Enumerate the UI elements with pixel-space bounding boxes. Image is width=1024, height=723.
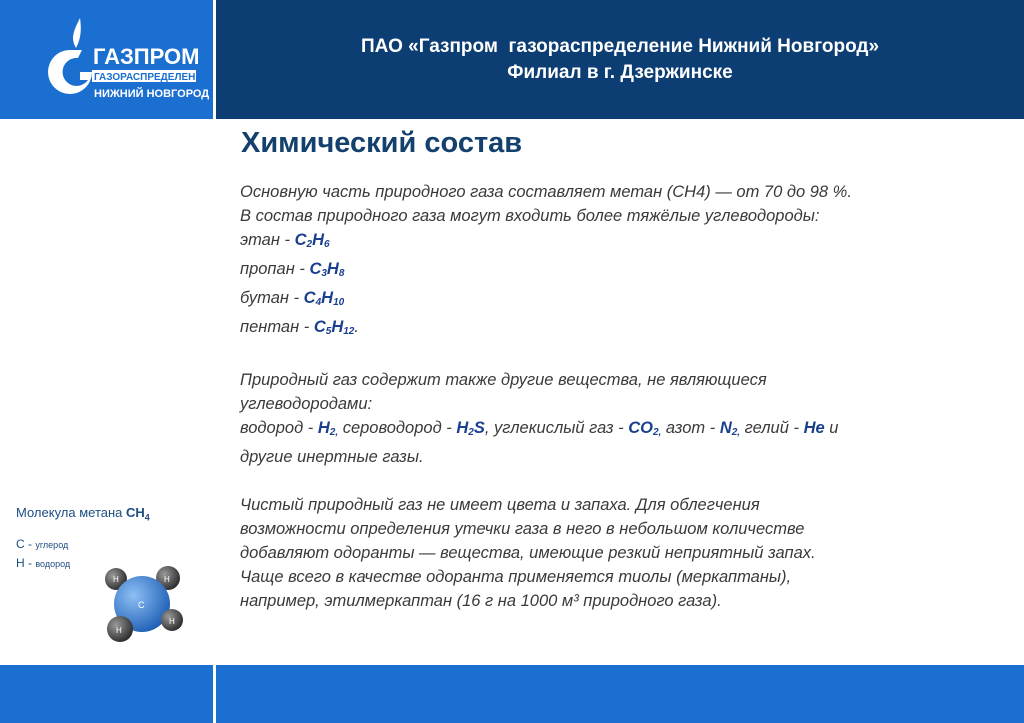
gases-list: водород - $H_{2,}$ сероводород - $H_2S$, углекислый газ - $CO_{2,}$ азот - $N_{2,}$ гелий - He и xyxy=(240,419,839,438)
header-line-2: Филиал в г. Дзержинске xyxy=(507,61,733,83)
hydrocarbon-propane: пропан - $C_3H_8$ xyxy=(240,260,345,279)
paragraph-heavy-hydrocarbons: В состав природного газа могут входить более тяжёлые углеводороды: xyxy=(240,207,820,225)
legend-hydrogen: Н - водород xyxy=(16,555,71,570)
hydrogen-label: H xyxy=(169,617,175,626)
methane-molecule-icon xyxy=(98,562,188,652)
logo-line2: ГАЗОРАСПРЕДЕЛЕНИЕ xyxy=(94,72,210,83)
paragraph-other-substances-cont: углеводородами: xyxy=(240,395,373,413)
gazprom-flame-icon xyxy=(0,0,213,119)
hydrocarbon-butane: бутан - $C_4H_{10}$ xyxy=(240,289,345,308)
footer-bar-left xyxy=(0,665,213,723)
logo-name: ГАЗПРОМ xyxy=(93,44,200,69)
paragraph-other-substances: Природный газ содержит также другие вещества, не являющиеся xyxy=(240,371,767,389)
footer-bar-right xyxy=(216,665,1024,723)
hydrocarbon-pentane: пентан - $C_5H_{12}$. xyxy=(240,318,359,337)
hydrogen-label: H xyxy=(164,575,170,584)
hydrocarbon-ethane: этан - $C_2H_6$ xyxy=(240,231,330,250)
odorant-line-3: добавляют одоранты — вещества, имеющие резкий неприятный запах. xyxy=(240,544,816,562)
header-bar xyxy=(216,0,1024,119)
odorant-line-2: возможности определения утечки газа в него в небольшом количестве xyxy=(240,520,805,538)
odorant-line-5: например, этилмеркаптан (16 г на 1000 м³ природного газа). xyxy=(240,592,722,610)
hydrogen-label: H xyxy=(113,575,119,584)
slide-title: Химический состав xyxy=(241,127,523,159)
logo-line3: НИЖНИЙ НОВГОРОД xyxy=(94,88,210,100)
hydrogen-label: H xyxy=(116,626,122,635)
header-line-1: ПАО «Газпром газораспределение Нижний Новгород» xyxy=(360,35,880,57)
legend-carbon: С - углерод xyxy=(16,536,69,551)
main-content xyxy=(240,180,940,613)
molecule-caption: Молекула метана $CH_4$ xyxy=(16,505,150,523)
paragraph-methane: Основную часть природного газа составляет метан (CH4) — от 70 до 98 %. xyxy=(240,183,852,201)
paragraph-inert-gases: другие инертные газы. xyxy=(240,448,424,466)
carbon-label: C xyxy=(138,600,145,610)
odorant-line-4: Чаще всего в качестве одоранта применяется тиолы (меркаптаны), xyxy=(240,568,792,586)
gazprom-logo xyxy=(0,0,213,119)
odorant-line-1: Чистый природный газ не имеет цвета и запаха. Для облегчения xyxy=(240,496,760,514)
